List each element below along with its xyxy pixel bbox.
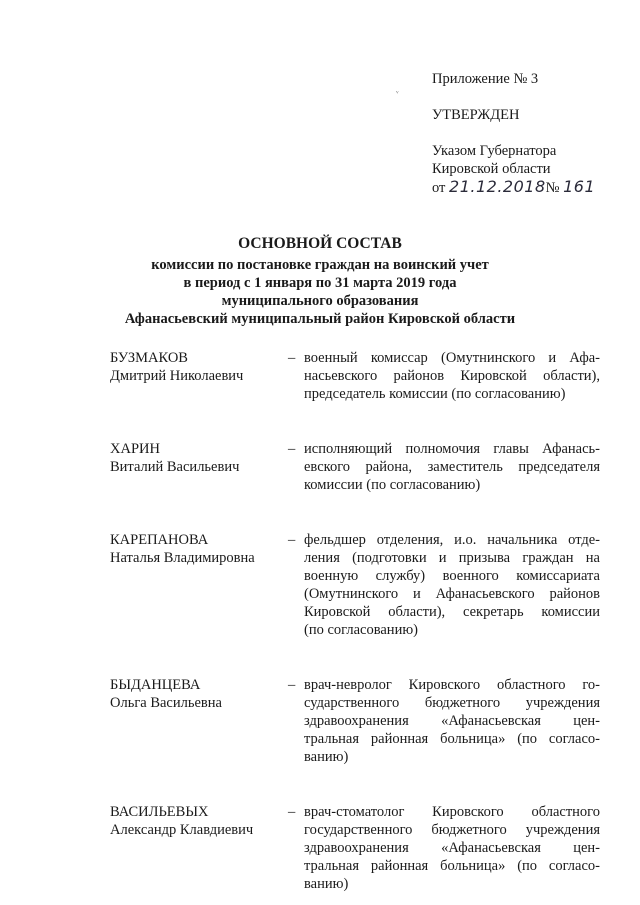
stray-mark: ᵛ bbox=[396, 88, 399, 98]
member-role bbox=[304, 803, 600, 893]
decree-line-2: Кировской области bbox=[432, 161, 551, 177]
member-surname: БЫДАНЦЕВА bbox=[110, 677, 201, 693]
member-role bbox=[304, 531, 600, 639]
member-person bbox=[110, 803, 288, 893]
date-prefix: от bbox=[432, 180, 446, 196]
member-role-line: (по согласованию) bbox=[304, 622, 418, 638]
member-dash: – bbox=[288, 677, 296, 693]
member-role-line: тральная районная больница» (по согласо- bbox=[304, 731, 600, 747]
member-surname: ВАСИЛЬЕВЫХ bbox=[110, 804, 209, 820]
member-dash: – bbox=[288, 532, 296, 548]
member-name: Александр Клавдиевич bbox=[110, 822, 254, 838]
title-line: муниципального образования bbox=[221, 293, 419, 309]
member-name: Дмитрий Николаевич bbox=[110, 368, 244, 384]
member-row bbox=[110, 531, 600, 639]
title-line: Афанасьевский муниципальный район Кировской области bbox=[124, 311, 516, 327]
member-role-line: врач-стоматолог Кировского областного bbox=[304, 804, 600, 820]
member-role-line: евского района, заместитель председателя bbox=[304, 459, 600, 475]
member-person bbox=[110, 349, 288, 403]
member-role-line: государственного бюджетного учреждения bbox=[304, 822, 600, 838]
handwritten-number: 161 bbox=[563, 177, 596, 196]
member-role-line: комиссии (по согласованию) bbox=[304, 477, 481, 493]
appendix-label: Приложение № 3 bbox=[432, 71, 539, 87]
member-person bbox=[110, 531, 288, 639]
member-role-line: военную службу) военного комиссариата bbox=[304, 568, 600, 584]
member-surname: КАРЕПАНОВА bbox=[110, 532, 209, 548]
member-role-line: (Омутнинского и Афанасьевского районов bbox=[304, 586, 600, 602]
members-list bbox=[110, 349, 600, 893]
member-role-line: врач-невролог Кировского областного го- bbox=[304, 677, 600, 693]
title-main: ОСНОВНОЙ СОСТАВ bbox=[238, 235, 402, 252]
member-role-line: насьевского районов Кировской области), bbox=[304, 368, 600, 384]
member-role-line: военный комиссар (Омутнинского и Афа- bbox=[304, 350, 600, 366]
member-role-line: здравоохранения «Афанасьевская цен- bbox=[304, 840, 600, 856]
member-role bbox=[304, 676, 600, 766]
member-dash: – bbox=[288, 441, 296, 457]
member-role-line: здравоохранения «Афанасьевская цен- bbox=[304, 713, 600, 729]
member-name: Ольга Васильевна bbox=[110, 695, 222, 711]
member-role-line: председатель комиссии (по согласованию) bbox=[304, 386, 566, 402]
title-line: комиссии по постановке граждан на воинский учет bbox=[151, 257, 489, 273]
approval-block bbox=[432, 70, 622, 197]
member-dash: – bbox=[288, 804, 296, 820]
member-role-line: тральная районная больница» (по согласо- bbox=[304, 858, 600, 874]
member-row bbox=[110, 676, 600, 766]
member-role bbox=[304, 349, 600, 403]
member-role-line: исполняющий полномочия главы Афанась- bbox=[304, 441, 600, 457]
approved-label: УТВЕРЖДЕН bbox=[432, 107, 520, 123]
decree-line-1: Указом Губернатора bbox=[432, 143, 557, 159]
number-prefix: № bbox=[545, 180, 560, 196]
member-row bbox=[110, 349, 600, 403]
member-role-line: ления (подготовки и призыва граждан на bbox=[304, 550, 600, 566]
member-row bbox=[110, 440, 600, 494]
member-name: Виталий Васильевич bbox=[110, 459, 240, 475]
member-name: Наталья Владимировна bbox=[110, 550, 255, 566]
title-line: в период с 1 января по 31 марта 2019 года bbox=[183, 275, 457, 291]
member-role-line: Кировской области), секретарь комиссии bbox=[304, 604, 600, 620]
member-surname: ХАРИН bbox=[110, 441, 160, 457]
document-title bbox=[60, 235, 580, 328]
handwritten-date: 21.12.2018 bbox=[449, 177, 546, 196]
member-role-line: ванию) bbox=[304, 876, 349, 892]
member-role-line: фельдшер отделения, и.о. начальника отде- bbox=[304, 532, 600, 548]
member-surname: БУЗМАКОВ bbox=[110, 350, 188, 366]
member-role-line: ванию) bbox=[304, 749, 349, 765]
member-row bbox=[110, 803, 600, 893]
member-role bbox=[304, 440, 600, 494]
member-dash: – bbox=[288, 350, 296, 366]
member-role-line: сударственного бюджетного учреждения bbox=[304, 695, 600, 711]
member-person bbox=[110, 676, 288, 766]
decree-date-line bbox=[432, 178, 622, 197]
member-person bbox=[110, 440, 288, 494]
